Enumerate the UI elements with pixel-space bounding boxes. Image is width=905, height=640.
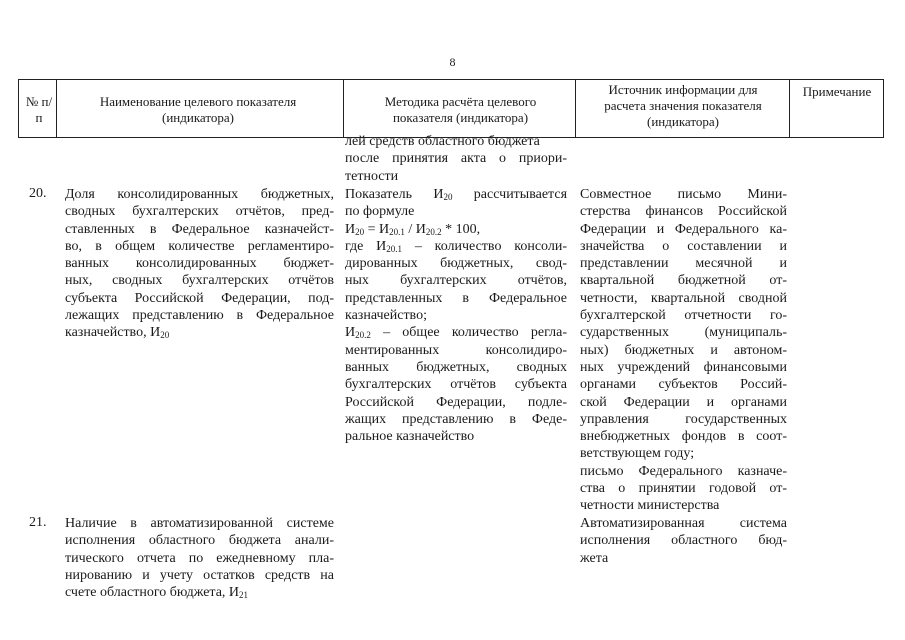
column-divider (789, 80, 790, 137)
header-col-number: № п/п (25, 94, 53, 125)
text-line: четности, квартальной сводной (580, 290, 787, 306)
text-line: четности министерства (580, 498, 720, 514)
row-21-name (65, 515, 334, 601)
text-line: внебюджетных фондов в соот- (580, 429, 787, 445)
column-divider (575, 80, 576, 137)
text-line: исполнения областного бюд- (580, 533, 787, 549)
header-col-note: Примечание (802, 84, 872, 99)
text-line: где $И_{20.1}$ – количество консоли- (345, 238, 567, 254)
text-line: счете областного бюджета, $И_{21}$ (65, 585, 249, 601)
column-divider (56, 80, 57, 137)
text-line: субъекта Российской Федерации, под- (65, 290, 334, 306)
text-line: ветствующем году; (580, 446, 695, 462)
text-line: бухгалтерской отчетности го- (580, 308, 787, 324)
text-line: после принятия акта о приори- (345, 151, 567, 167)
text-line: тического отчета по ежедневному пла- (65, 550, 334, 566)
text-line: управления государственных (580, 411, 787, 427)
text-line: ставленных в Федеральное казначейст- (65, 221, 334, 237)
text-line: жащих представлению в Феде- (345, 411, 567, 427)
text-line: $И_{20.2}$ – общее количество регла- (345, 325, 567, 341)
text-line: органами субъектов Россий- (580, 377, 787, 393)
text-line: тетности (345, 168, 399, 184)
text-line: Федерации и Федерального ка- (580, 221, 787, 237)
text-line: ванных бюджетных, сводных (345, 359, 567, 375)
table-header (18, 79, 884, 138)
text-line: ных, сводных бухгалтерских отчётов (65, 273, 334, 289)
text-line: бухгалтерских отчётов субъекта (345, 377, 567, 393)
text-line: Российской Федерации, подле- (345, 394, 567, 410)
text-line: ской Федерации и органами (580, 394, 787, 410)
page-number: 8 (449, 55, 456, 69)
text-line: нированию и учету остатков средств на (65, 567, 334, 583)
header-col-method: Методика расчёта целевого показателя (индикатора) (384, 94, 537, 125)
row-20-source (580, 186, 787, 515)
column-divider (18, 80, 19, 137)
text-line: ства о принятии годовой от- (580, 481, 787, 497)
text-line: по формуле (345, 204, 415, 220)
row-20-number: 20. (29, 186, 47, 201)
text-line: сводных бухгалтерских отчётов, пред- (65, 204, 334, 220)
text-line: Доля консолидированных бюджетных, (65, 187, 334, 202)
text-line: Автоматизированная система (580, 516, 787, 531)
text-line: жета (580, 550, 609, 566)
text-line: казначейство; (345, 308, 427, 324)
text-line: ных бухгалтерских отчётов, (345, 273, 567, 289)
text-line: во, в общем количестве регламентиро- (65, 238, 334, 254)
continued-method-text (345, 133, 567, 185)
row-21-number: 21. (29, 515, 47, 530)
text-line: казначейство, $И_{20}$ (65, 325, 170, 341)
text-line: письмо Федерального казначе- (580, 463, 787, 479)
column-divider (343, 80, 344, 137)
text-line: Наличие в автоматизированной системе (65, 516, 334, 531)
text-line: ванных консолидированных бюджет- (65, 256, 334, 272)
text-line: стерства финансов Российской (580, 204, 787, 220)
text-line: Показатель $И_{20}$ рассчитывается (345, 187, 568, 202)
text-line: лежащих представлению в Федеральное (65, 308, 334, 324)
text-line: ных) бюджетных и автоном- (580, 342, 787, 358)
header-col-source: Источник информации для расчета значения показателя (индикатора) (604, 82, 762, 129)
text-line: значейства о составлении и (580, 238, 787, 254)
row-20-method (345, 186, 567, 445)
column-divider (883, 80, 884, 137)
text-line: квартальной бюджетной от- (580, 273, 787, 289)
text-line: представлении месячной и (580, 256, 787, 272)
text-line: ментированных консолидиро- (345, 342, 567, 358)
text-line: представленных в Федеральное (345, 290, 567, 306)
row-21-source (580, 515, 787, 567)
row-20-name (65, 186, 334, 342)
text-line: исполнения областного бюджета анали- (65, 533, 334, 549)
text-line: лей средств областного бюджета (345, 134, 540, 149)
text-line: дированных бюджетных, свод- (345, 256, 567, 272)
formula-line: $И_{20} = И_{20.1} / И_{20.2} * 100$, (345, 221, 481, 237)
header-col-name: Наименование целевого показателя (индикатора) (99, 94, 297, 125)
text-line: ральное казначейство (345, 429, 475, 445)
text-line: сударственных (муниципаль- (580, 325, 787, 341)
text-line: ных учреждений финансовыми (580, 359, 787, 375)
text-line: Совместное письмо Мини- (580, 187, 787, 202)
